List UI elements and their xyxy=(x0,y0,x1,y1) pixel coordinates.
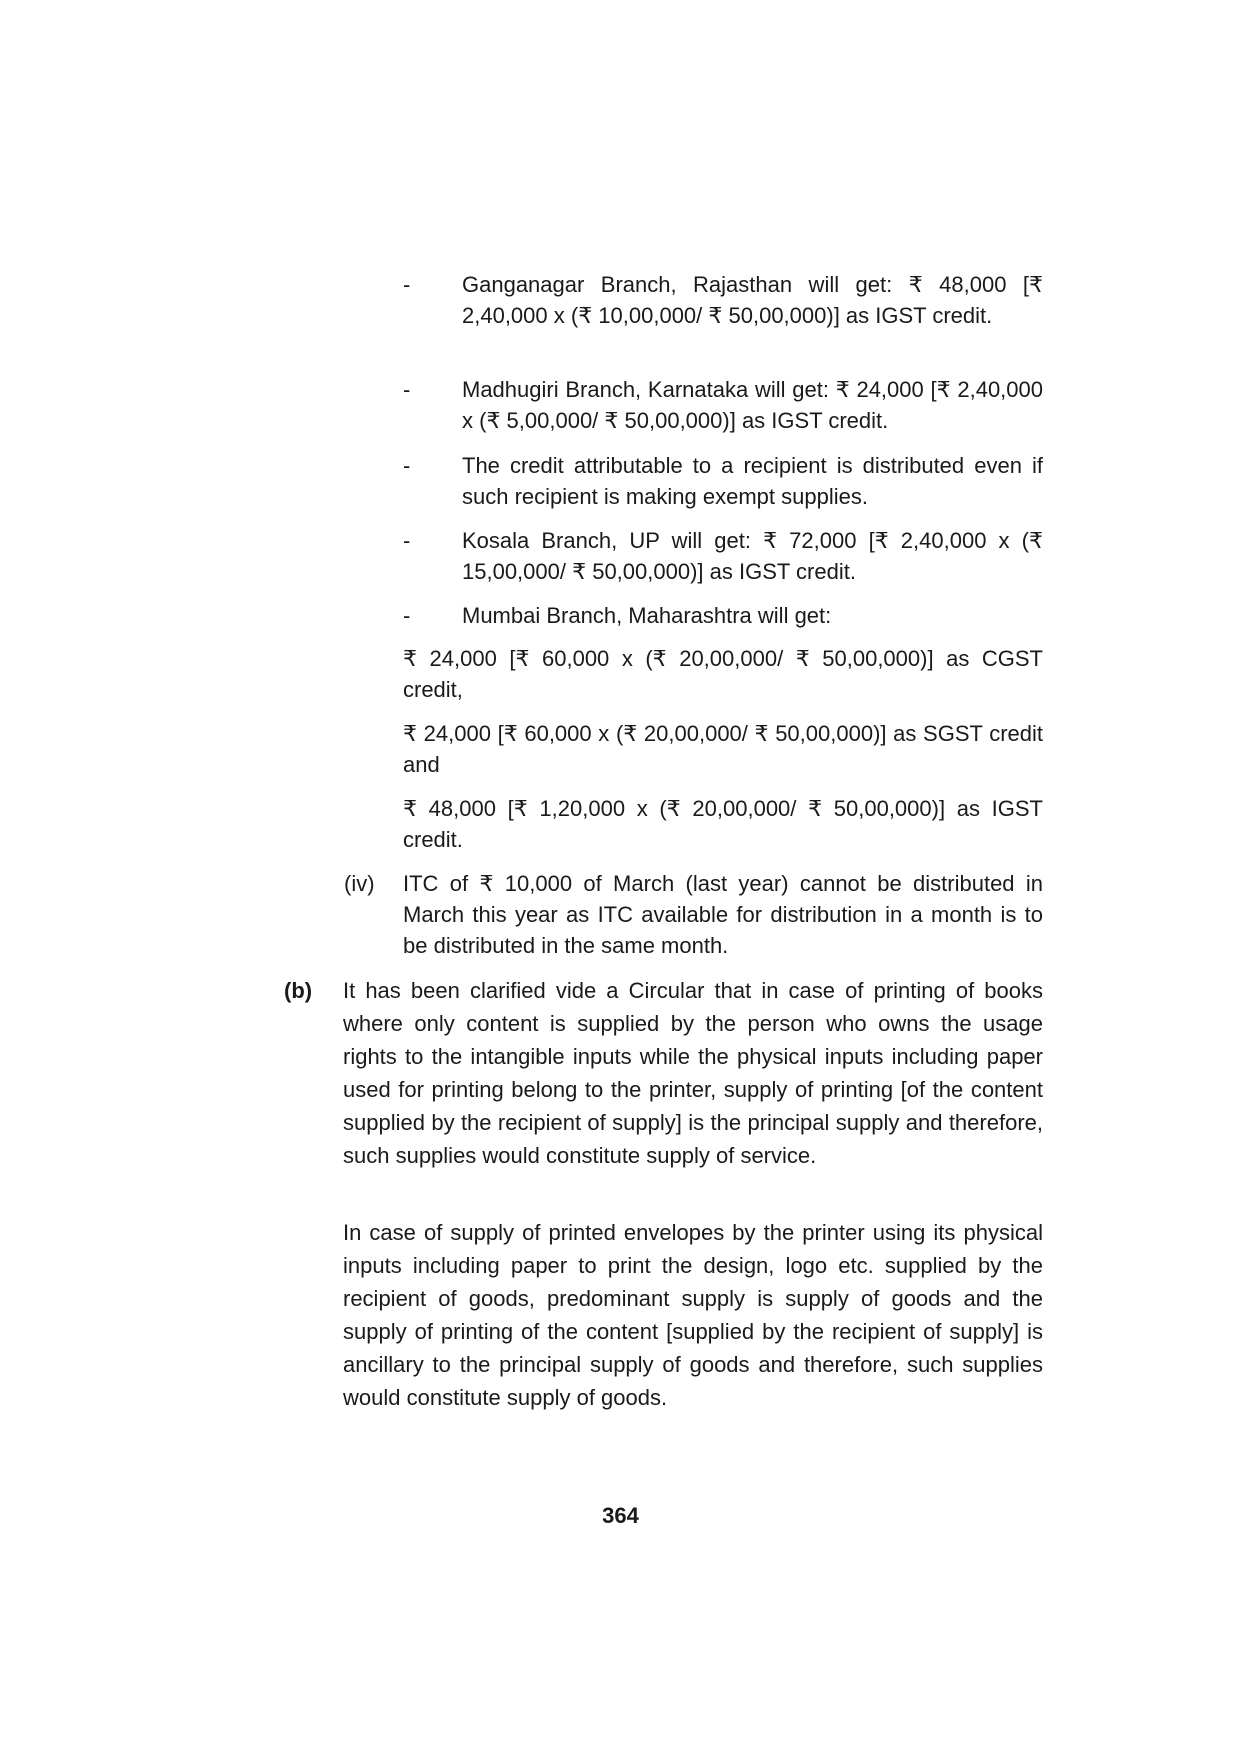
list-item-text: The credit attributable to a recipient is distributed even if such recipient is making exempt supplies. xyxy=(462,453,1043,509)
part-b-paragraph-1: It has been clarified vide a Circular that in case of printing of books where only content is supplied by the person who owns the usage rights to the intangible inputs while the physical inputs including paper used for printing belong to the printer, supply of printing [of the content supplied by the recipient of supply] is the principal supply and therefore, such supplies would constitute supply of service. xyxy=(343,978,1043,1168)
list-dash: - xyxy=(403,603,411,628)
list-dash: - xyxy=(403,528,411,553)
list-item-text: Mumbai Branch, Maharashtra will get: xyxy=(462,603,832,628)
item-label: (iv) xyxy=(344,871,375,896)
item-text: ITC of ₹ 10,000 of March (last year) cannot be distributed in March this year as ITC available for distribution in a month is to be distributed in the same month. xyxy=(403,871,1043,958)
part-label: (b) xyxy=(284,978,313,1003)
part-b-paragraph-2: In case of supply of printed envelopes by the printer using its physical inputs including paper to print the design, logo etc. supplied by the recipient of goods, predominant supply is supply of goods and the supply of printing of the content [supplied by the recipient of supply] is ancillary to the principal supply of goods and therefore, such supplies would constitute supply of goods. xyxy=(343,1220,1043,1410)
mumbai-sgst-line: ₹ 24,000 [₹ 60,000 x (₹ 20,00,000/ ₹ 50,00,000)] as SGST credit and xyxy=(403,721,1043,777)
list-item-text: Ganganagar Branch, Rajasthan will get: ₹ 48,000 [₹ 2,40,000 x (₹ 10,00,000/ ₹ 50,00,000)] as IGST credit. xyxy=(462,272,1043,328)
list-item-text: Kosala Branch, UP will get: ₹ 72,000 [₹ 2,40,000 x (₹ 15,00,000/ ₹ 50,00,000)] as IGST credit. xyxy=(462,528,1043,584)
list-item-text: Madhugiri Branch, Karnataka will get: ₹ 24,000 [₹ 2,40,000 x (₹ 5,00,000/ ₹ 50,00,000)] as IGST credit. xyxy=(462,377,1043,433)
list-dash: - xyxy=(403,453,411,478)
list-dash: - xyxy=(403,377,411,402)
list-dash: - xyxy=(403,272,411,297)
mumbai-igst-line: ₹ 48,000 [₹ 1,20,000 x (₹ 20,00,000/ ₹ 50,00,000)] as IGST credit. xyxy=(403,796,1043,852)
mumbai-cgst-line: ₹ 24,000 [₹ 60,000 x (₹ 20,00,000/ ₹ 50,00,000)] as CGST credit, xyxy=(403,646,1043,702)
page-number: 364 xyxy=(602,1503,639,1528)
